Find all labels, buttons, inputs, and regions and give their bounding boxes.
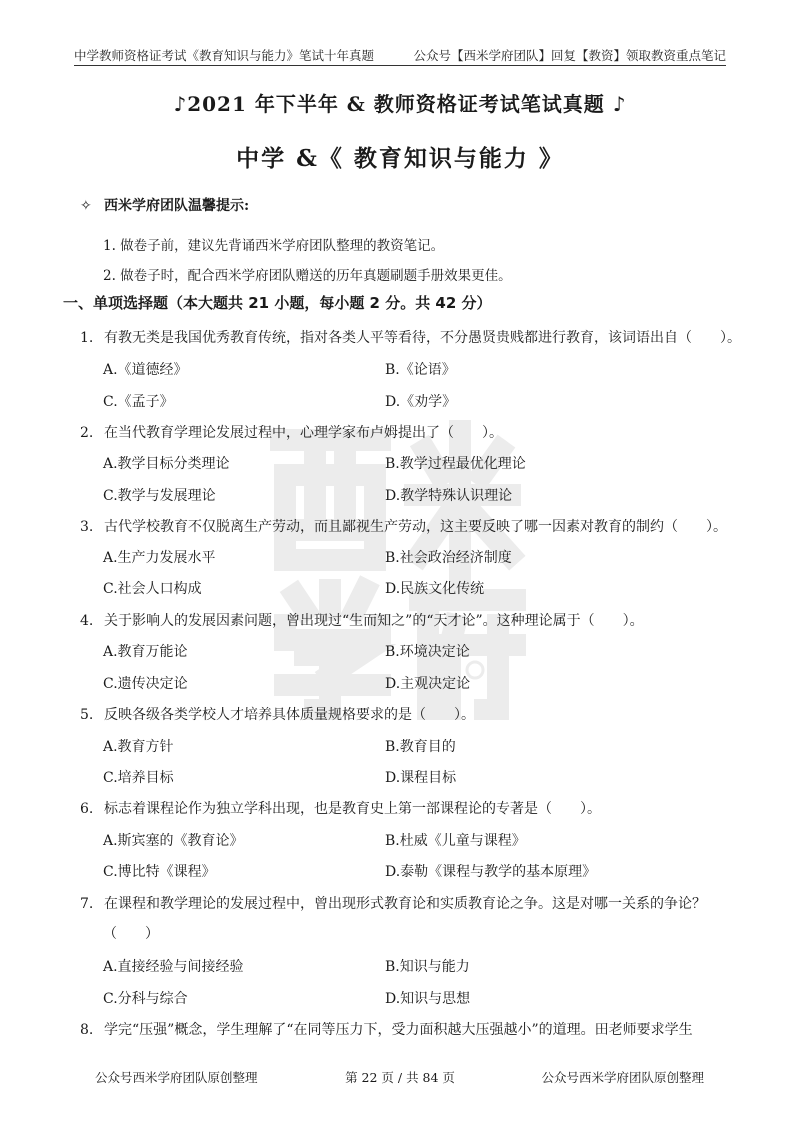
question-number: 2.: [80, 425, 94, 441]
page-title-line2: 中学 &《 教育知识与能力 》: [236, 145, 564, 172]
option-c: C.遗传决定论: [103, 676, 188, 692]
question-7-blank: （ ）: [103, 926, 159, 942]
question-number: 7.: [80, 896, 94, 912]
option-a: A.教育方针: [103, 739, 174, 755]
question-3: [80, 516, 730, 536]
question-text: 有教无类是我国优秀教育传统，指对各类人平等看待，不分愚贤贵贱都进行教育，该词语出自（ ）。: [104, 330, 741, 346]
header-right-text: 公众号【西米学府团队】回复【教资】领取教资重点笔记: [413, 48, 726, 63]
tip-item-2: 2. 做卷子时，配合西米学府团队赠送的历年真题刷题手册效果更佳。: [103, 268, 512, 284]
option-b: B.知识与能力: [385, 959, 470, 975]
question-4: [80, 610, 730, 630]
tips-heading-text: 西米学府团队温馨提示:: [104, 198, 250, 214]
option-c: C.教学与发展理论: [103, 488, 216, 504]
diamond-icon: ✧: [80, 198, 92, 214]
header-left-text: 中学教师资格证考试《教育知识与能力》笔试十年真题: [74, 48, 375, 63]
question-text: 古代学校教育不仅脱离生产劳动，而且鄙视生产劳动，这主要反映了哪一因素对教育的制约（ ）。: [104, 519, 727, 535]
page-footer: [0, 1068, 800, 1090]
option-a: A.教育万能论: [103, 644, 188, 660]
option-b: B.《论语》: [385, 362, 456, 378]
option-a: A.《道德经》: [103, 362, 188, 378]
option-c: C.培养目标: [103, 770, 174, 786]
question-2: [80, 422, 730, 442]
option-c: C.分科与综合: [103, 991, 188, 1007]
question-number: 3.: [80, 519, 94, 535]
option-c: C.《孟子》: [103, 394, 174, 410]
option-b: B.杜威《儿童与课程》: [385, 833, 526, 849]
page-title-line1: ♪2021 年下半年 & 教师资格证考试笔试真题 ♪: [173, 92, 627, 116]
question-text: 反映各级各类学校人才培养具体质量规格要求的是（ ）。: [104, 707, 475, 723]
option-a: A.直接经验与间接经验: [103, 959, 244, 975]
question-text: 关于影响人的发展因素问题，曾出现过“生而知之”的“天才论”。这种理论属于（ ）。: [104, 613, 644, 629]
option-c: C.社会人口构成: [103, 581, 202, 597]
footer-right-text: 公众号西米学府团队原创整理: [541, 1070, 704, 1085]
option-a: A.教学目标分类理论: [103, 456, 230, 472]
option-b: B.环境决定论: [385, 644, 470, 660]
header-rule: [74, 65, 726, 66]
page-number: 第 22 页 / 共 84 页: [345, 1070, 455, 1085]
question-text: 标志着课程论作为独立学科出现，也是教育史上第一部课程论的专著是（ ）。: [104, 801, 601, 817]
option-d: D.主观决定论: [385, 676, 471, 692]
footer-left-text: 公众号西米学府团队原创整理: [95, 1070, 258, 1085]
option-d: D.泰勒《课程与教学的基本原理》: [385, 864, 597, 880]
option-d: D.教学特殊认识理论: [385, 488, 513, 504]
question-6: [80, 798, 730, 818]
question-number: 1.: [80, 330, 94, 346]
option-b: B.社会政治经济制度: [385, 550, 512, 566]
option-d: D.知识与思想: [385, 991, 471, 1007]
option-a: A.生产力发展水平: [103, 550, 216, 566]
page-header: [74, 44, 726, 66]
option-b: B.教育目的: [385, 739, 456, 755]
option-d: D.民族文化传统: [385, 581, 485, 597]
option-c: C.博比特《课程》: [103, 864, 216, 880]
option-b: B.教学过程最优化理论: [385, 456, 526, 472]
question-text: 学完“压强”概念，学生理解了“在同等压力下，受力面积越大压强越小”的道理。田老师要求学生: [104, 1022, 693, 1038]
question-number: 6.: [80, 801, 94, 817]
question-5: [80, 704, 730, 724]
question-text: 在课程和教学理论的发展过程中，曾出现形式教育论和实质教育论之争。这是对哪一关系的争论？: [104, 896, 706, 912]
question-number: 8.: [80, 1022, 94, 1038]
question-8: [80, 1019, 730, 1039]
question-number: 5.: [80, 707, 94, 723]
option-a: A.斯宾塞的《教育论》: [103, 833, 244, 849]
option-d: D.《劝学》: [385, 394, 457, 410]
tips-heading: [80, 195, 249, 215]
question-7: [80, 893, 730, 913]
question-number: 4.: [80, 613, 94, 629]
tip-item-1: 1. 做卷子前，建议先背诵西米学府团队整理的教资笔记。: [103, 238, 445, 254]
question-1: [80, 327, 741, 347]
section-heading: 一、单项选择题（本大题共 21 小题，每小题 2 分。共 42 分）: [63, 294, 492, 312]
option-d: D.课程目标: [385, 770, 457, 786]
question-text: 在当代教育学理论发展过程中，心理学家布卢姆提出了（ ）。: [104, 425, 503, 441]
